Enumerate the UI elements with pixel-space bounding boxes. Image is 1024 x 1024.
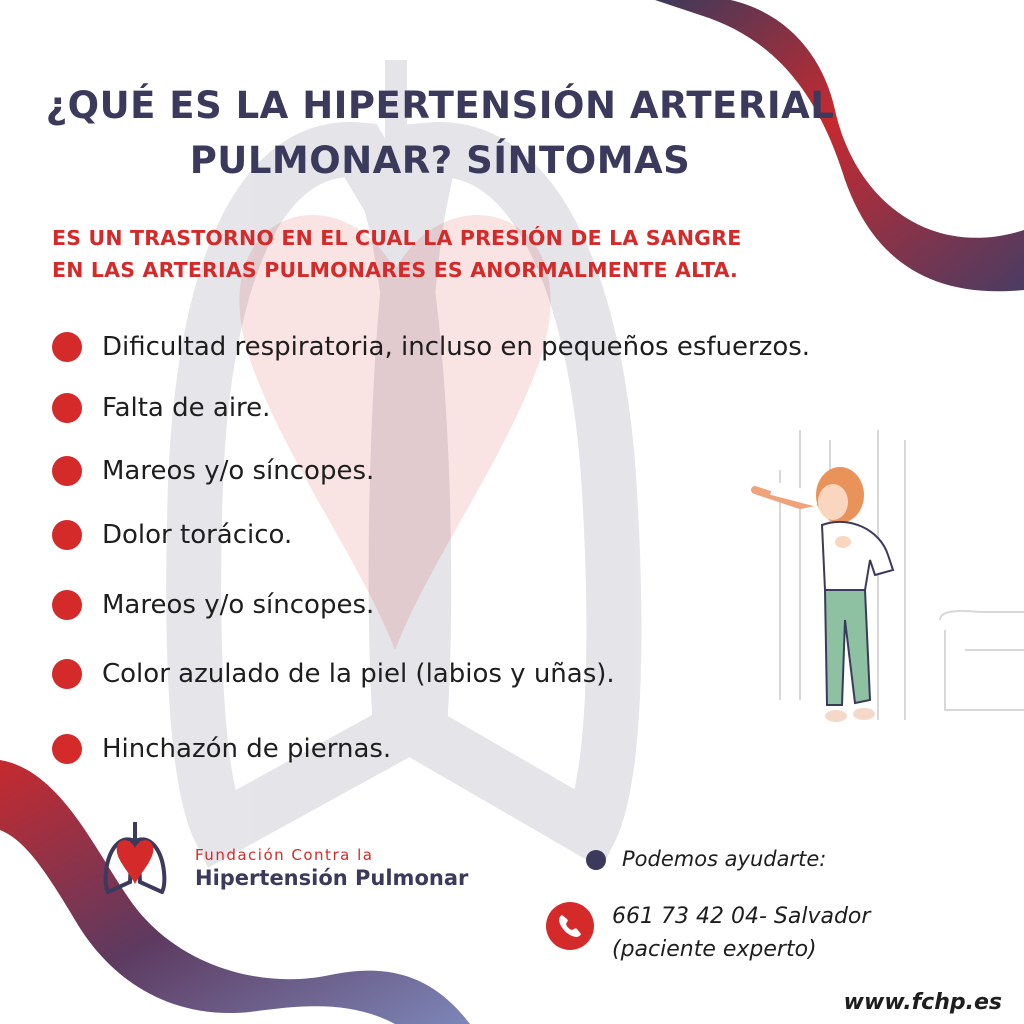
logo-text-bottom: Hipertensión Pulmonar [195,866,469,890]
title-line-1: ¿QUÉ ES LA HIPERTENSIÓN ARTERIAL [45,84,835,127]
woman-illustration [755,430,1024,722]
page-title [0,78,880,188]
help-bullet-icon [586,850,606,870]
logo-lungs-icon [100,822,170,894]
logo-text-top: Fundación Contra la [195,846,374,864]
symptom-text: Mareos y/o síncopes. [102,590,375,620]
phone-number: 661 73 42 04- Salvador [612,904,871,929]
help-text: Podemos ayudarte: [622,847,827,871]
bullet-icon [52,734,82,764]
symptom-text: Hinchazón de piernas. [102,734,392,764]
definition-line-2: EN LAS ARTERIAS PULMONARES ES ANORMALMENTE ALTA. [52,258,739,282]
phone-contact[interactable] [612,900,870,966]
title-line-2: PULMONAR? SÍNTOMAS [189,139,691,182]
bullet-icon [52,659,82,689]
symptom-text: Dificultad respiratoria, incluso en pequeños esfuerzos. [102,332,811,362]
phone-icon[interactable] [546,902,594,950]
bullet-icon [52,520,82,550]
definition-text [52,222,832,286]
foundation-logo [100,822,470,898]
bullet-icon [52,590,82,620]
symptom-text: Dolor torácico. [102,520,293,550]
definition-line-1: ES UN TRASTORNO EN EL CUAL LA PRESIÓN DE LA SANGRE [52,226,742,250]
symptom-text: Mareos y/o síncopes. [102,456,375,486]
website-link[interactable]: www.fchp.es [843,990,1002,1015]
symptom-text: Color azulado de la piel (labios y uñas). [102,659,615,689]
bullet-icon [52,332,82,362]
symptom-text: Falta de aire. [102,393,271,423]
bullet-icon [52,393,82,423]
bullet-icon [52,456,82,486]
phone-contact-note: (paciente experto) [612,937,817,962]
